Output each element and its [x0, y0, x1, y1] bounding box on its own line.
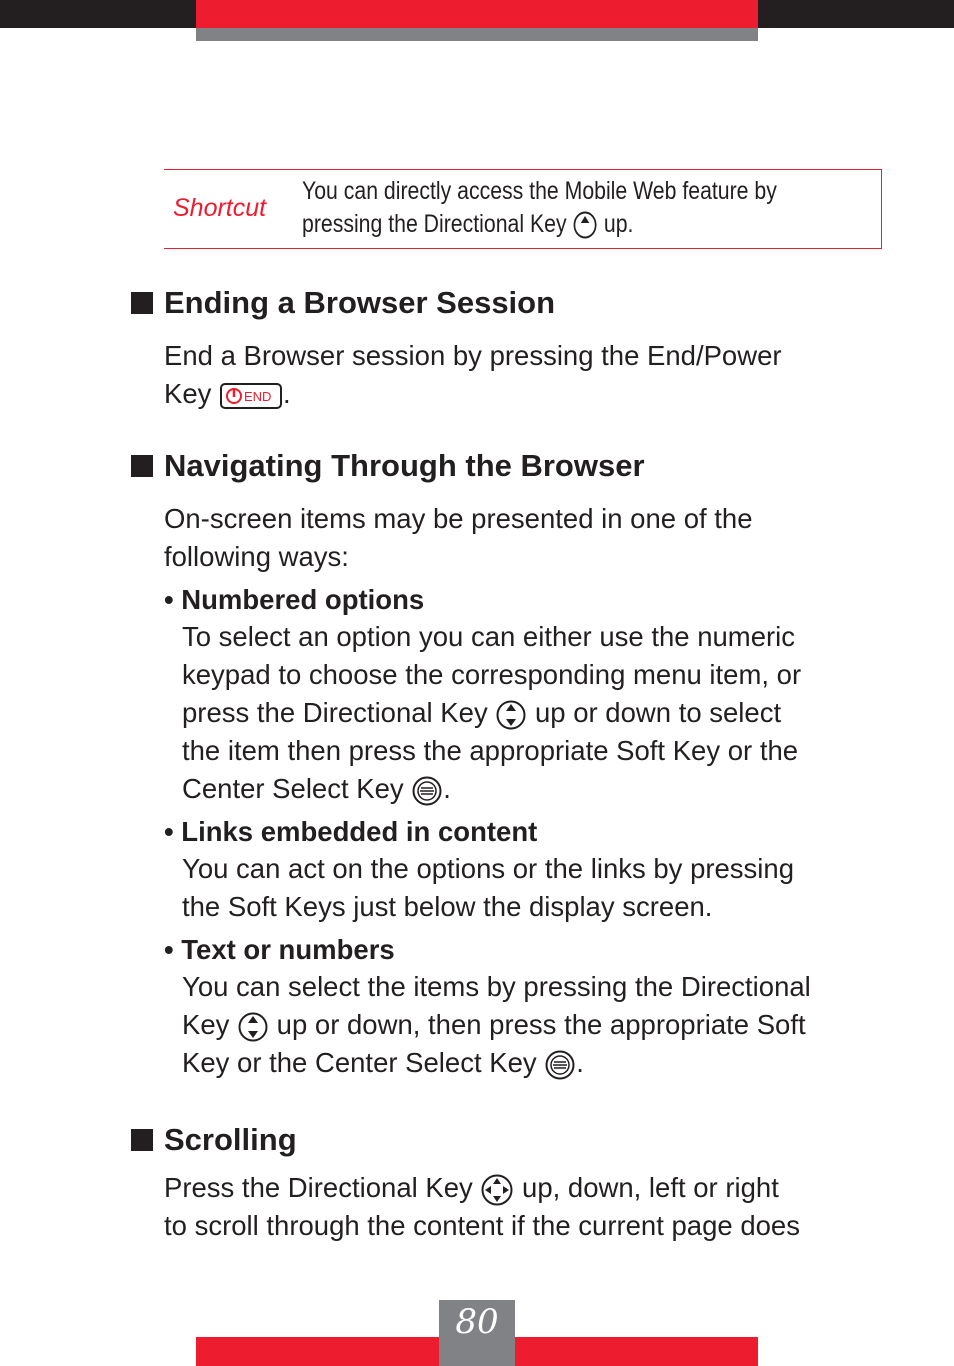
- shortcut-label: Shortcut: [173, 194, 267, 222]
- section-marker-icon: [131, 1129, 153, 1151]
- center-select-key-icon: [411, 775, 443, 807]
- end-power-key-icon: [219, 381, 283, 411]
- directional-key-4way-icon: [480, 1173, 514, 1207]
- section-marker-icon: [131, 455, 153, 477]
- section-heading-navigating: Navigating Through the Browser: [164, 448, 645, 483]
- page-number: 80: [455, 1302, 499, 1342]
- scrolling-paragraph: Press the Directional Key up, down, left or right to scroll through the content if the current page does: [164, 1172, 800, 1241]
- shortcut-line-2: pressing the Directional Key up.: [302, 208, 777, 241]
- shortcut-line-1: You can directly access the Mobile Web feature by: [302, 177, 777, 205]
- directional-key-updown-icon: [495, 699, 527, 731]
- svg-text:END: END: [244, 388, 272, 404]
- text-or-numbers-text: You can select the items by pressing the Directional Key up or down, then press the appropriate Soft Key or the Center Select Key .: [182, 968, 811, 1082]
- section-heading-ending: Ending a Browser Session: [164, 285, 556, 320]
- bullet-numbered-options: • Numbered options: [164, 584, 425, 615]
- header-accent-red: [196, 0, 758, 28]
- directional-key-up-icon: [572, 210, 598, 240]
- navigating-intro: On-screen items may be presented in one of the following ways:: [164, 503, 753, 572]
- ending-paragraph: End a Browser session by pressing the End/Power Key END .: [164, 340, 782, 409]
- shortcut-text: [302, 175, 777, 241]
- center-select-key-icon: [544, 1049, 576, 1081]
- section-marker-icon: [131, 292, 153, 314]
- header-accent-grey: [196, 28, 758, 41]
- numbered-options-text: To select an option you can either use the numeric keypad to choose the corresponding menu item, or press the Directional Key up or down to select the item then press the appropriate Soft Key or the Center Select Key .: [182, 618, 801, 808]
- section-heading-scrolling: Scrolling: [164, 1122, 297, 1157]
- bullet-links-embedded: • Links embedded in content: [164, 816, 538, 847]
- directional-key-updown-icon: [237, 1011, 269, 1043]
- bullet-text-or-numbers: • Text or numbers: [164, 934, 395, 965]
- links-embedded-text: You can act on the options or the links by pressing the Soft Keys just below the display screen.: [182, 853, 795, 922]
